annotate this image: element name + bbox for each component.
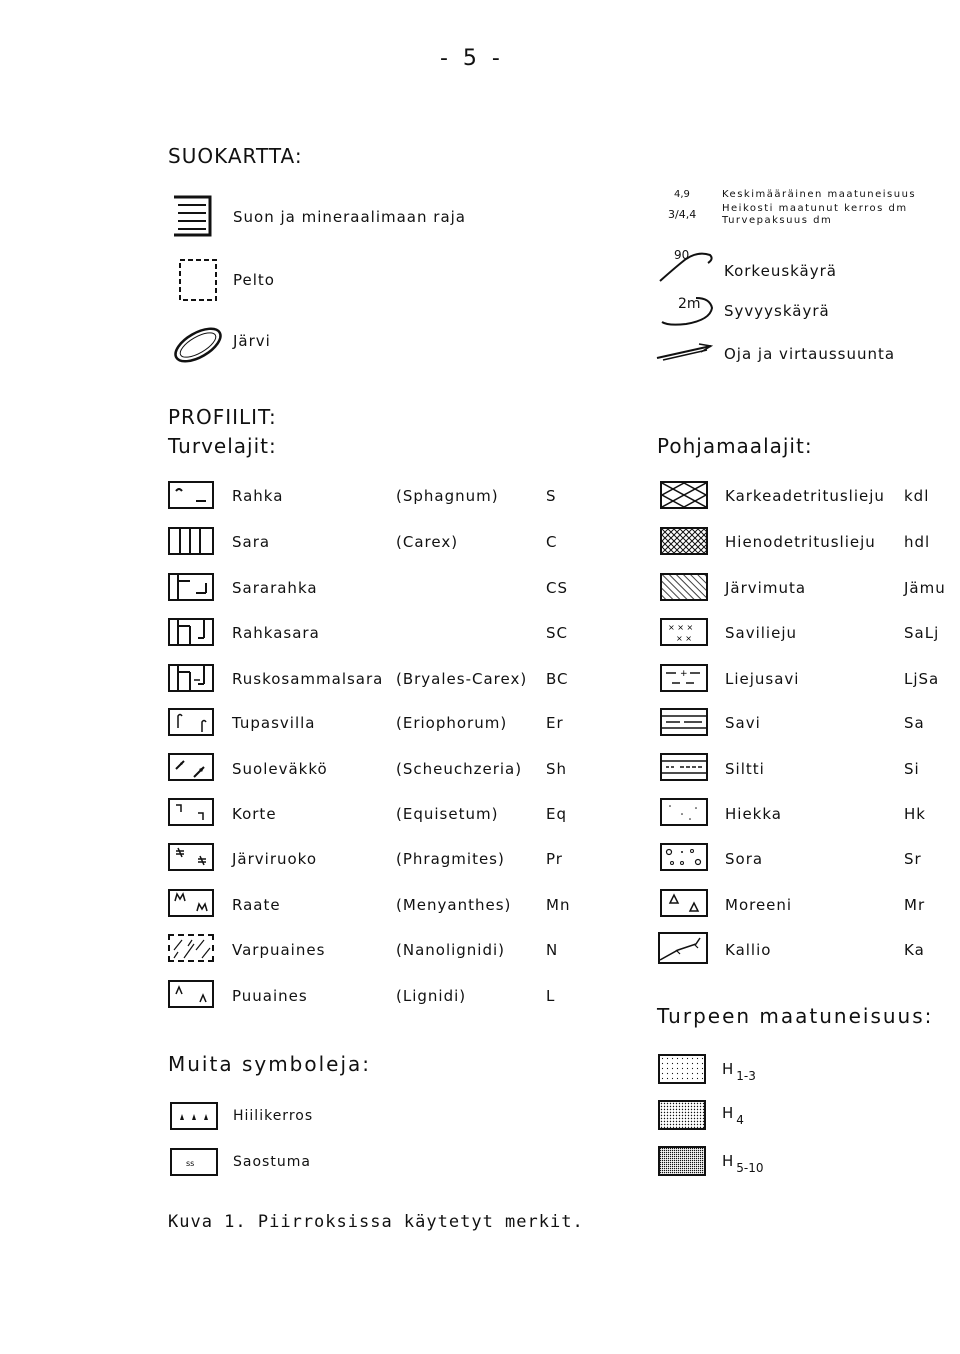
turvelaji-name: Raate: [232, 896, 281, 914]
pohjamaalaji-name: Sora: [725, 850, 764, 868]
svg-text:× ×: × ×: [676, 634, 692, 643]
turvelaji-name: Tupasvilla: [232, 714, 316, 732]
avg-line2: Heikosti maatunut kerros dm: [722, 203, 908, 214]
hiilikerros-label: Hiilikerros: [233, 1108, 314, 1124]
h4-label: H $_4$: [722, 1104, 744, 1127]
bog-boundary-label: Suon ja mineraalimaan raja: [233, 208, 466, 226]
pohjamaalajit-title: Pohjamaalajit:: [657, 434, 813, 458]
svg-text:+: +: [680, 669, 688, 679]
h1-3-label: H $_{1-3}$: [722, 1060, 756, 1083]
turvelaji-abbr: BC: [546, 670, 569, 688]
muita-title: Muita symboleja:: [168, 1052, 372, 1076]
pohjamaalaji-abbr: kdl: [904, 487, 930, 505]
pohjamaalaji-abbr: SaLj: [904, 624, 940, 642]
rahka-symbol: [168, 481, 214, 509]
turvelajit-title: Turvelajit:: [168, 434, 277, 458]
h5-10-label: H $_{5-10}$: [722, 1152, 764, 1175]
jarvimuta-symbol: [660, 573, 708, 601]
bog-boundary-symbol: [168, 193, 216, 239]
sararahka-symbol: [168, 573, 214, 601]
turvelaji-abbr: L: [546, 987, 556, 1005]
savilieju-symbol: [660, 618, 708, 646]
saostuma-symbol: [170, 1148, 218, 1176]
pohjamaalaji-name: Kallio: [725, 941, 772, 959]
suolevakko-symbol: [168, 753, 214, 781]
raate-symbol: [168, 889, 214, 917]
turvelaji-name: Rahka: [232, 487, 284, 505]
siltti-symbol: [660, 753, 708, 781]
depth-contour-label: Syvyyskäyrä: [724, 302, 830, 320]
karkeadetrituslieju-symbol: [660, 481, 708, 509]
lake-symbol: [170, 322, 226, 368]
field-label: Pelto: [233, 271, 275, 289]
pohjamaalaji-name: Hiekka: [725, 805, 782, 823]
turvelaji-latin: (Carex): [396, 533, 459, 551]
hiilikerros-symbol: [170, 1102, 218, 1130]
h1-3-symbol: [658, 1054, 706, 1084]
height-contour-value: 90: [674, 248, 690, 262]
pohjamaalaji-abbr: Sr: [904, 850, 922, 868]
liejusavi-symbol: [660, 664, 708, 692]
turvelaji-latin: (Bryales-Carex): [396, 670, 528, 688]
maatuneisuus-title: Turpeen maatuneisuus:: [657, 1004, 934, 1028]
turvelaji-name: Sara: [232, 533, 271, 551]
suokartta-title: SUOKARTTA:: [168, 144, 303, 168]
pohjamaalaji-abbr: LjSa: [904, 670, 940, 688]
turvelaji-name: Järviruoko: [232, 850, 318, 868]
pohjamaalaji-abbr: Sa: [904, 714, 925, 732]
avg-line1: Keskimääräinen maatuneisuus: [722, 189, 917, 200]
avg-line3: Turvepaksuus dm: [722, 215, 833, 226]
pohjamaalaji-abbr: Mr: [904, 896, 926, 914]
rahkasara-symbol: [168, 618, 214, 646]
turvelaji-name: Korte: [232, 805, 277, 823]
page-number: - 5 -: [440, 46, 504, 71]
pohjamaalaji-name: Siltti: [725, 760, 765, 778]
turvelaji-abbr: Eq: [546, 805, 567, 823]
turvelaji-latin: (Lignidi): [396, 987, 467, 1005]
svg-text:ss: ss: [186, 1159, 195, 1168]
turvelaji-latin: (Sphagnum): [396, 487, 499, 505]
turvelaji-latin: (Phragmites): [396, 850, 505, 868]
tupasvilla-symbol: [168, 708, 214, 736]
varpuaines-symbol: [168, 934, 214, 962]
turvelaji-name: Suoleväkkö: [232, 760, 328, 778]
h5-10-symbol: [658, 1146, 706, 1176]
korte-symbol: [168, 798, 214, 826]
figure-caption: Kuva 1. Piirroksissa käytetyt merkit.: [168, 1212, 584, 1232]
turvelaji-latin: (Nanolignidi): [396, 941, 506, 959]
pohjamaalaji-abbr: Ka: [904, 941, 925, 959]
turvelaji-latin: (Equisetum): [396, 805, 499, 823]
turvelaji-name: Ruskosammalsara: [232, 670, 384, 688]
pohjamaalaji-abbr: Hk: [904, 805, 926, 823]
turvelaji-latin: (Eriophorum): [396, 714, 508, 732]
sora-symbol: [660, 843, 708, 871]
turvelaji-abbr: Mn: [546, 896, 571, 914]
turvelaji-abbr: S: [546, 487, 557, 505]
moreeni-symbol: [660, 889, 708, 917]
pohjamaalaji-name: Liejusavi: [725, 670, 800, 688]
pohjamaalaji-abbr: hdl: [904, 533, 931, 551]
turvelaji-abbr: Pr: [546, 850, 563, 868]
avg-number-bottom: 3/4,4: [668, 208, 697, 221]
turvelaji-name: Rahkasara: [232, 624, 320, 642]
avg-number-top: 4,9: [674, 189, 690, 200]
h4-symbol: [658, 1100, 706, 1130]
turvelaji-latin: (Scheuchzeria): [396, 760, 523, 778]
pohjamaalaji-name: Hienodetrituslieju: [725, 533, 876, 551]
profiilit-title: PROFIILIT:: [168, 405, 277, 429]
sara-symbol: [168, 527, 214, 555]
hienodetrituslieju-symbol: [660, 527, 708, 555]
turvelaji-abbr: Er: [546, 714, 564, 732]
pohjamaalaji-abbr: Si: [904, 760, 920, 778]
kallio-symbol: [658, 932, 708, 964]
ditch-arrow-icon: [655, 340, 715, 364]
turvelaji-latin: (Menyanthes): [396, 896, 512, 914]
pohjamaalaji-name: Savi: [725, 714, 761, 732]
field-symbol: [178, 258, 218, 302]
turvelaji-abbr: CS: [546, 579, 568, 597]
pohjamaalaji-name: Savilieju: [725, 624, 797, 642]
pohjamaalaji-name: Moreeni: [725, 896, 793, 914]
depth-contour-value: 2m: [678, 296, 701, 312]
height-contour-label: Korkeuskäyrä: [724, 262, 837, 280]
ruskosammalsara-symbol: [168, 664, 214, 692]
jarviruoko-symbol: [168, 843, 214, 871]
hiekka-symbol: [660, 798, 708, 826]
turvelaji-name: Sararahka: [232, 579, 318, 597]
turvelaji-abbr: SC: [546, 624, 568, 642]
savi-symbol: [660, 708, 708, 736]
ditch-label: Oja ja virtaussuunta: [724, 345, 896, 363]
puuaines-symbol: [168, 980, 214, 1008]
pohjamaalaji-name: Karkeadetrituslieju: [725, 487, 885, 505]
pohjamaalaji-abbr: Jämu: [904, 579, 946, 597]
saostuma-label: Saostuma: [233, 1154, 311, 1170]
pohjamaalaji-name: Järvimuta: [725, 579, 807, 597]
turvelaji-abbr: Sh: [546, 760, 568, 778]
turvelaji-name: Puuaines: [232, 987, 308, 1005]
turvelaji-abbr: C: [546, 533, 558, 551]
turvelaji-abbr: N: [546, 941, 559, 959]
lake-label: Järvi: [233, 332, 271, 350]
turvelaji-name: Varpuaines: [232, 941, 326, 959]
svg-text:× × ×: × × ×: [668, 623, 694, 632]
